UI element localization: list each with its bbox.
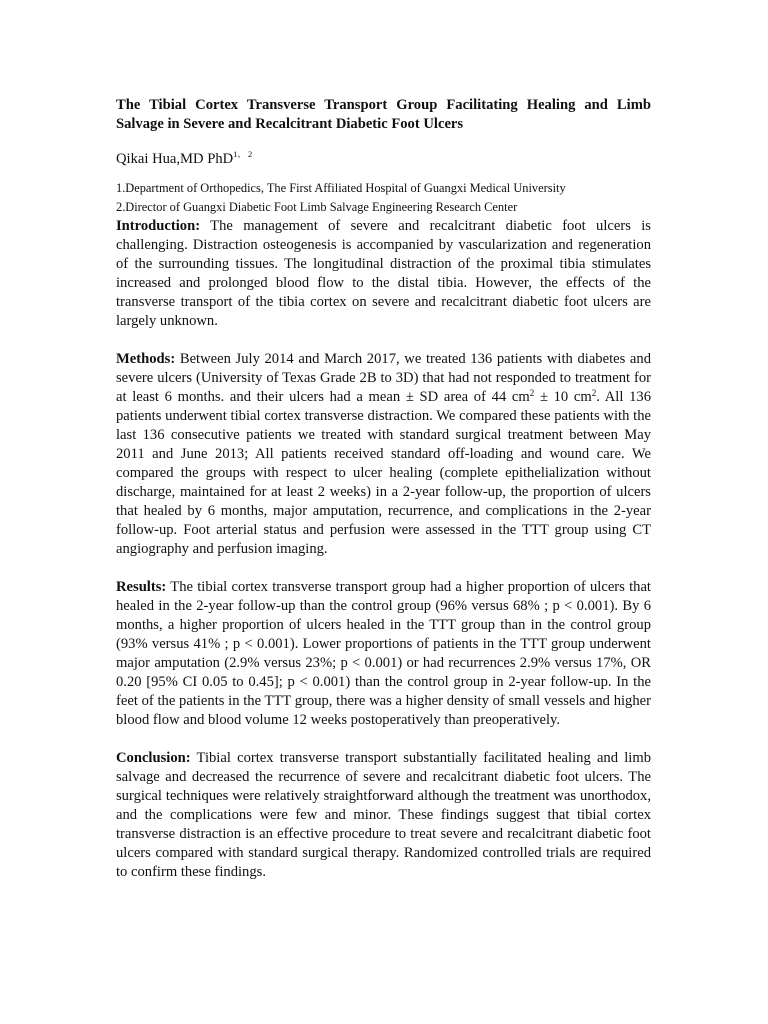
methods-sup-b: 2 — [591, 388, 597, 398]
conclusion-section — [116, 749, 651, 882]
author-superscript: 1、 2 — [233, 149, 253, 159]
conclusion-text: Tibial cortex transverse transport substantially facilitated healing and limb salvage and decreased the recurrence of severe and recalcitrant diabetic foot ulcers. The surgical techniques were relatively straightforward although the treatment was unorthodox, and the complications were few and minor. These findings suggest that tibial cortex transverse distraction is an effective procedure to treat severe and recalcitrant diabetic foot ulcers compared with standard surgical therapy. Randomized controlled trials are required to confirm these findings. — [116, 750, 651, 880]
affiliation-1: 1.Department of Orthopedics, The First Affiliated Hospital of Guangxi Medical University — [116, 181, 566, 195]
introduction-section — [116, 217, 651, 331]
affiliation-2: 2.Director of Guangxi Diabetic Foot Limb Salvage Engineering Research Center — [116, 200, 518, 214]
methods-text-b: ± 10 cm — [534, 389, 592, 405]
methods-text-c: . All 136 patients underwent tibial cortex transverse distraction. We compared these patients with the last 136 consecutive patients we treated with standard surgical treatment between May 2011 and June 2013; All patients received standard off-loading and wound care. We compared the groups with respect to ulcer healing (complete epithelialization without discharge, maintained for at least 2 weeks) in a 2-year follow-up, the proportion of ulcers that healed by 6 months, major amputation, recurrence, and complications in the 2-year follow-up. Foot arterial status and perfusion were assessed in the TTT group using CT angiography and perfusion imaging. — [116, 389, 651, 557]
document-page — [116, 96, 651, 882]
methods-label: Methods: — [116, 351, 176, 367]
affiliations — [116, 179, 651, 217]
results-section — [116, 578, 651, 730]
author-line — [116, 149, 651, 169]
introduction-text: The management of severe and recalcitrant diabetic foot ulcers is challenging. Distraction osteogenesis is accompanied by vascularization and regeneration of the surrounding tissues. The longitudinal distraction of the proximal tibia stimulates increased and prolonged blood flow to the distal tibia. However, the effects of the transverse transport of the tibia cortex on severe and recalcitrant diabetic foot ulcers are largely unknown. — [116, 218, 651, 329]
methods-sup-a: 2 — [529, 388, 535, 398]
introduction-label: Introduction: — [116, 218, 201, 234]
methods-section — [116, 350, 651, 559]
conclusion-label: Conclusion: — [116, 750, 191, 766]
methods-text-a: Between July 2014 and March 2017, we treated 136 patients with diabetes and severe ulcers (University of Texas Grade 2B to 3D) that had not responded to treatment for at least 6 months. and their ulcers had a mean ± SD area of 44 cm — [116, 351, 651, 405]
author-name: Qikai Hua,MD PhD — [116, 151, 234, 167]
results-label: Results: — [116, 579, 167, 595]
results-text: The tibial cortex transverse transport group had a higher proportion of ulcers that healed in the 2-year follow-up than the control group (96% versus 68% ; p < 0.001). By 6 months, a higher proportion of ulcers healed in the TTT group than in the control group (93% versus 41% ; p < 0.001). Lower proportions of patients in the TTT group underwent major amputation (2.9% versus 23%; p < 0.001) or had recurrences 2.9% versus 17%, OR 0.20 [95% CI 0.05 to 0.45]; p < 0.001) than the control group in 2-year follow-up. In the feet of the patients in the TTT group, there was a higher density of small vessels and higher blood flow and blood volume 12 weeks postoperatively than preoperatively. — [116, 579, 651, 728]
paper-title: The Tibial Cortex Transverse Transport Group Facilitating Healing and Limb Salvage in Severe and Recalcitrant Diabetic Foot Ulcers — [116, 97, 651, 132]
